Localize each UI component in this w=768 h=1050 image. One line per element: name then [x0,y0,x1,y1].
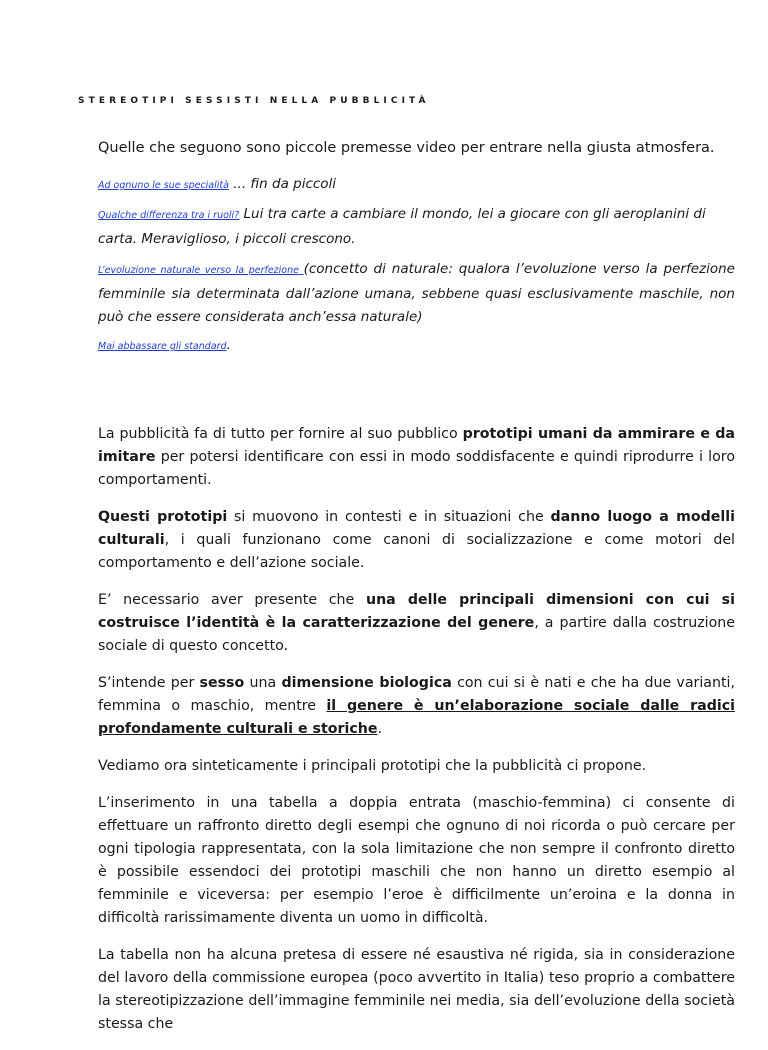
video-link-4[interactable]: Mai abbassare gli standard [98,341,227,352]
video-link-row-1 [98,172,735,197]
video-link-2-caption: Lui tra carte a cambiare il mondo, lei a giocare con gli aeroplanini di carta. Meraviglioso, i piccoli crescono. [98,206,706,247]
paragraph-4: S’intende per sesso una dimensione biologica con cui si è nati e che ha due varianti, femmina o maschio, mentre il genere è un’elaborazione sociale dalle radici profondamente culturali e storiche. [98,675,736,737]
video-link-row-3 [98,257,735,328]
paragraph-2: Questi prototipi si muovono in contesti e in situazioni che danno luogo a modelli culturali, i quali funzionano come canoni di socializzazione e come motori del comportamento e dell’azione sociale. [98,509,735,571]
video-link-row-2 [98,202,735,250]
video-link-1[interactable]: Ad ognuno le sue specialità [98,180,229,191]
video-link-row-4 [98,333,735,358]
paragraph-6: L’inserimento in una tabella a doppia entrata (maschio-femmina) ci consente di effettuare un raffronto diretto degli esempi che ognuno di noi ricorda o può cercare per ogni tipologia rappresentata, con la sola limitazione che non sempre il confronto diretto è possibile essendoci dei prototipi maschili che non hanno un diretto esempio al femminile e viceversa: per esempio l’eroe è difficilmente un’eroina e la donna in difficoltà rarissimamente diventa un uomo in difficoltà. [98,795,735,926]
video-link-4-caption: . [226,337,231,353]
body-text [98,423,735,1050]
document-heading: STEREOTIPI SESSISTI NELLA PUBBLICITÀ [78,96,430,106]
video-link-3[interactable]: L’evoluzione naturale verso la perfezione [98,265,304,276]
paragraph-3: E’ necessario aver presente che una delle principali dimensioni con cui si costruisce l’identità è la caratterizzazione del genere, a partire dalla costruzione sociale di questo concetto. [98,592,735,654]
video-link-2[interactable]: Qualche differenza tra i ruoli? [98,210,240,221]
paragraph-7: La tabella non ha alcuna pretesa di essere né esaustiva né rigida, sia in considerazione del lavoro della commissione europea (poco avvertito in Italia) teso proprio a combattere la stereotipizzazione dell’immagine femminile nei media, sia dell’evoluzione della società stessa che [98,947,735,1032]
intro-text: Quelle che seguono sono piccole premesse video per entrare nella giusta atmosfera. [98,140,715,156]
video-link-3-caption: (concetto di naturale: qualora l’evoluzione verso la perfezione femminile sia determinata dall’azione umana, sebbene quasi esclusivamente maschile, non può che essere considerata anch’essa naturale) [98,261,735,325]
paragraph-1: La pubblicità fa di tutto per fornire al suo pubblico prototipi umani da ammirare e da imitare per potersi identificare con essi in modo soddisfacente e quindi riprodurre i loro comportamenti. [98,426,735,488]
paragraph-5: Vediamo ora sinteticamente i principali prototipi che la pubblicità ci propone. [98,758,647,774]
video-link-1-caption: ... fin da piccoli [228,176,337,192]
